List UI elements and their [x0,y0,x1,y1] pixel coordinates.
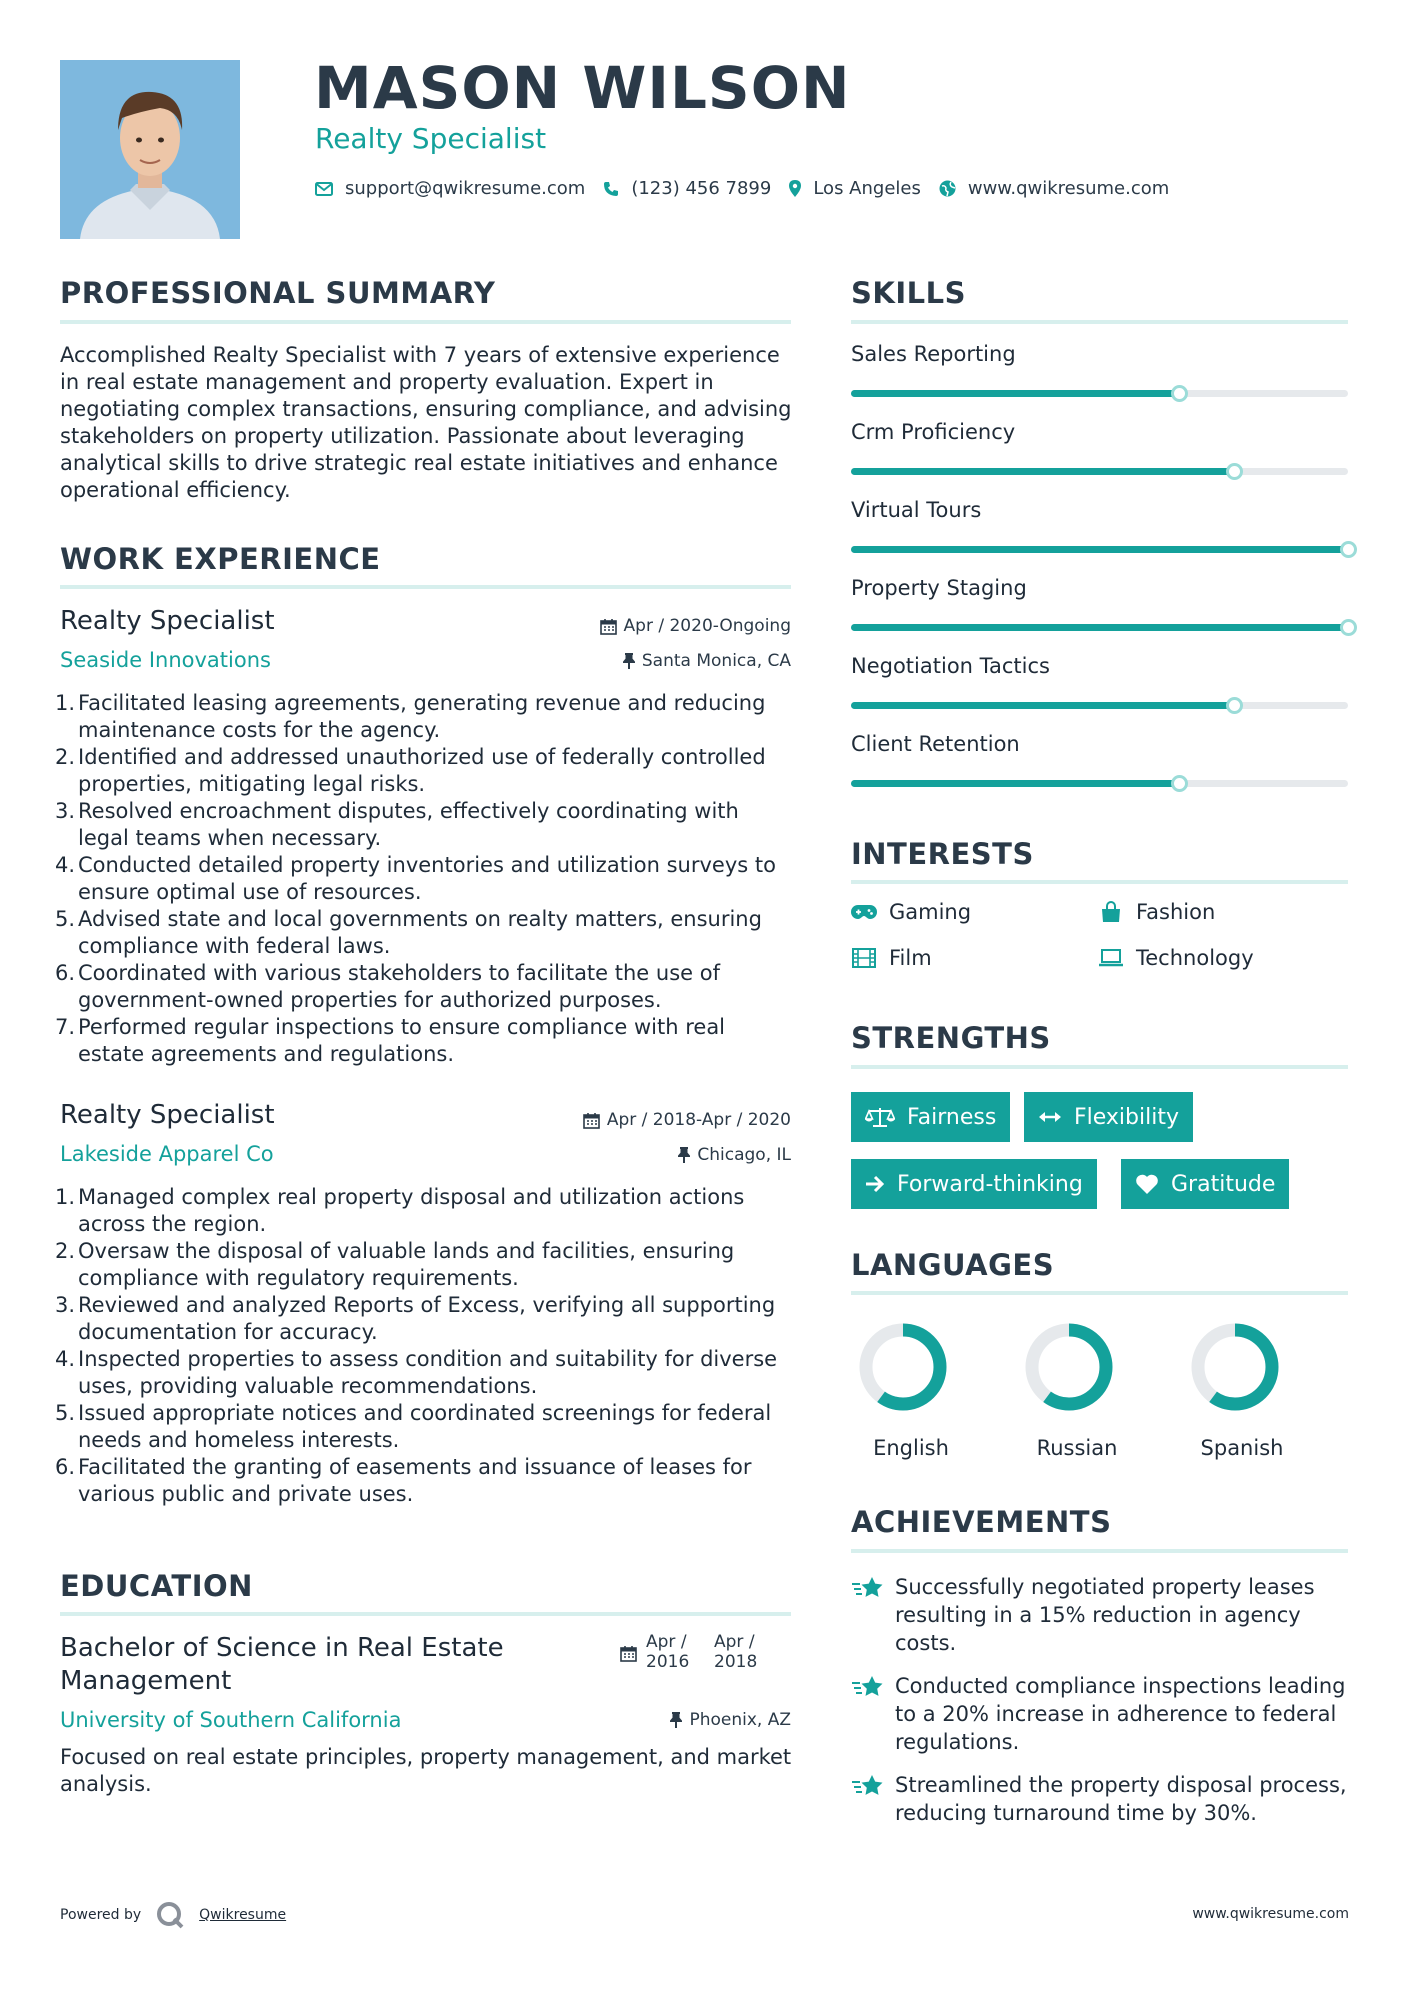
job-1-title: Realty Specialist [60,606,275,636]
qwikresume-logo-icon [155,1900,185,1930]
language-name: Spanish [1200,1436,1284,1460]
interest-label: Fashion [1136,900,1216,924]
list-item: 2. Oversaw the disposal of valuable lands and facilities, ensuring compliance with regulatory requirements. [55,1239,735,1290]
skill-bar [851,702,1348,709]
list-item: 4. Conducted detailed property inventories and utilization surveys to ensure optimal use of resources. [55,853,776,904]
map-pin-icon [789,180,801,197]
footer-powered-by [60,1900,286,1930]
education-location-text: Phoenix, AZ [689,1710,791,1730]
strength-flexibility [1024,1092,1193,1142]
education-divider [60,1612,791,1616]
balance-scale-icon [865,1106,895,1128]
skill-bar [851,390,1348,397]
list-item: 4. Inspected properties to assess condition and suitability for diverse uses, providing valuable recommendations. [55,1347,778,1398]
job-1-location [623,651,791,671]
contact-bar [315,178,1187,199]
education-heading: EDUCATION [60,1569,253,1603]
skill-bar-fill [851,468,1234,475]
list-item: 1. Managed complex real property disposal and utilization actions across the region. [55,1185,745,1236]
shooting-star-icon [851,1573,895,1657]
list-item: 5. Advised state and local governments on realty matters, ensuring compliance with federal laws. [55,907,762,958]
skill-bar-knob [1226,463,1243,480]
skill-bar-fill [851,702,1234,709]
job-1-bullets [55,690,795,1068]
achievements-heading: ACHIEVEMENTS [851,1505,1112,1539]
skill-name: Crm Proficiency [851,420,1016,444]
languages-heading: LANGUAGES [851,1248,1055,1282]
candidate-title: Realty Specialist [315,122,547,155]
skill-name: Virtual Tours [851,498,982,522]
skill-bar-fill [851,546,1348,553]
arrows-horizontal-icon [1038,1110,1062,1124]
job-2-location-text: Chicago, IL [697,1145,791,1165]
job-1-location-text: Santa Monica, CA [641,651,791,671]
skills-divider [851,320,1348,324]
job-2-bullets [55,1184,795,1508]
laptop-icon [1098,949,1124,967]
education-description: Focused on real estate principles, property management, and market analysis. [60,1745,792,1796]
skill-name: Sales Reporting [851,342,1016,366]
language-name: Russian [1036,1436,1118,1460]
thumbtack-icon [623,653,635,670]
thumbtack-icon [670,1712,682,1729]
skill-bar [851,624,1348,631]
interest-technology [1098,946,1254,970]
job-1-company: Seaside Innovations [60,648,271,672]
interest-gaming [851,900,971,924]
summary-text: Accomplished Realty Specialist with 7 years of extensive experience in real estate management and property evaluation. Expert in negotiating complex transactions, ensuring compliance, and advising stakeholders on property utilization. Passionate about leveraging analytical skills to drive strategic real estate initiatives and enhance operational efficiency. [60,343,792,502]
experience-heading: WORK EXPERIENCE [60,542,381,576]
interests-heading: INTERESTS [851,837,1034,871]
achievements-divider [851,1549,1348,1553]
language-ring [1024,1322,1114,1412]
candidate-name: MASON WILSON [314,54,851,122]
shooting-star-icon [851,1672,895,1756]
achievement-text: Streamlined the property disposal process, reducing turnaround time by 30%. [895,1773,1347,1825]
gamepad-icon [851,904,877,920]
summary-divider [60,320,791,324]
calendar-icon [583,1112,600,1129]
education-dates [620,1632,772,1672]
achievement-text: Conducted compliance inspections leading to a 20% increase in adherence to federal regulations. [895,1674,1346,1754]
powered-by-label: Powered by [60,1907,142,1923]
list-item: 7. Performed regular inspections to ensure compliance with real estate agreements and regulations. [55,1015,726,1066]
education-school: University of Southern California [60,1708,402,1732]
list-item: 3. Resolved encroachment disputes, effectively coordinating with legal teams when necessary. [55,799,739,850]
interest-film [851,946,932,970]
shopping-bag-icon [1098,901,1124,923]
globe-icon [939,180,956,197]
skill-bar [851,780,1348,787]
list-item: 2. Identified and addressed unauthorized use of federally controlled properties, mitigating legal risks. [55,745,766,796]
heart-icon [1135,1174,1159,1195]
strength-label: Flexibility [1074,1104,1179,1130]
website-link[interactable]: www.qwikresume.com [967,178,1170,199]
qwikresume-link[interactable]: Qwikresume [199,1907,287,1923]
film-icon [851,948,877,968]
skills-heading: SKILLS [851,276,966,310]
language-ring [1190,1322,1280,1412]
interest-label: Film [889,946,932,970]
skill-bar-fill [851,624,1348,631]
skill-bar-knob [1171,775,1188,792]
shooting-star-icon [851,1771,895,1827]
interest-fashion [1098,900,1215,924]
achievement-item [851,1672,1351,1756]
skill-bar-fill [851,780,1179,787]
job-2-location [678,1145,791,1165]
location-text: Los Angeles [813,178,921,199]
calendar-icon [600,618,617,635]
job-2-dates [583,1110,791,1130]
strengths-heading: STRENGTHS [851,1021,1051,1055]
interest-label: Technology [1136,946,1254,970]
summary-heading: PROFESSIONAL SUMMARY [60,276,496,310]
strength-gratitude [1121,1159,1289,1209]
skill-bar [851,546,1348,553]
achievement-item [851,1771,1351,1827]
list-item: 3. Reviewed and analyzed Reports of Excess, verifying all supporting documentation for accuracy. [55,1293,776,1344]
thumbtack-icon [678,1147,690,1164]
achievement-text: Successfully negotiated property leases resulting in a 15% reduction in agency costs. [895,1575,1315,1655]
list-item: 5. Issued appropriate notices and coordinated screenings for federal needs and homeless interests. [55,1401,772,1452]
job-2-title: Realty Specialist [60,1100,275,1130]
calendar-icon [620,1645,637,1667]
job-1-dates-text: Apr / 2020-Ongoing [623,616,791,636]
job-1-dates [600,616,791,636]
skill-bar-knob [1340,619,1357,636]
languages-divider [851,1291,1348,1295]
experience-divider [60,585,791,589]
strength-label: Gratitude [1171,1171,1276,1197]
profile-photo [60,60,240,239]
strength-label: Fairness [907,1104,997,1130]
interest-label: Gaming [889,900,972,924]
achievement-item [851,1573,1351,1657]
phone-number[interactable]: (123) 456 7899 [631,178,772,199]
email-link[interactable]: support@qwikresume.com [345,178,586,199]
skill-name: Negotiation Tactics [851,654,1050,678]
skill-bar-fill [851,390,1179,397]
strength-forward-thinking [851,1159,1097,1209]
strength-fairness [851,1092,1010,1142]
job-2-company: Lakeside Apparel Co [60,1142,274,1166]
envelope-icon [315,182,333,196]
education-location [670,1710,791,1730]
interests-divider [851,880,1348,884]
strengths-divider [851,1065,1348,1069]
education-start-date: Apr / 2016 [646,1632,690,1672]
footer-website-link[interactable]: www.qwikresume.com [1192,1906,1349,1922]
phone-icon [603,181,619,197]
language-ring [858,1322,948,1412]
skill-bar-knob [1340,541,1357,558]
skill-name: Client Retention [851,732,1020,756]
language-name: English [873,1436,949,1460]
strength-label: Forward-thinking [897,1171,1083,1197]
arrow-right-icon [865,1175,885,1193]
skill-bar-knob [1226,697,1243,714]
list-item: 6. Coordinated with various stakeholders to facilitate the use of government-owned properties for authorized purposes. [55,961,720,1012]
education-degree: Bachelor of Science in Real Estate Management [60,1633,504,1696]
job-2-dates-text: Apr / 2018-Apr / 2020 [606,1110,791,1130]
skill-bar [851,468,1348,475]
list-item: 6. Facilitated the granting of easements and issuance of leases for various public and private uses. [55,1455,752,1506]
skill-name: Property Staging [851,576,1027,600]
education-end-date: Apr / 2018 [714,1632,758,1672]
skill-bar-knob [1171,385,1188,402]
list-item: 1. Facilitated leasing agreements, generating revenue and reducing maintenance costs for the agency. [55,691,766,742]
